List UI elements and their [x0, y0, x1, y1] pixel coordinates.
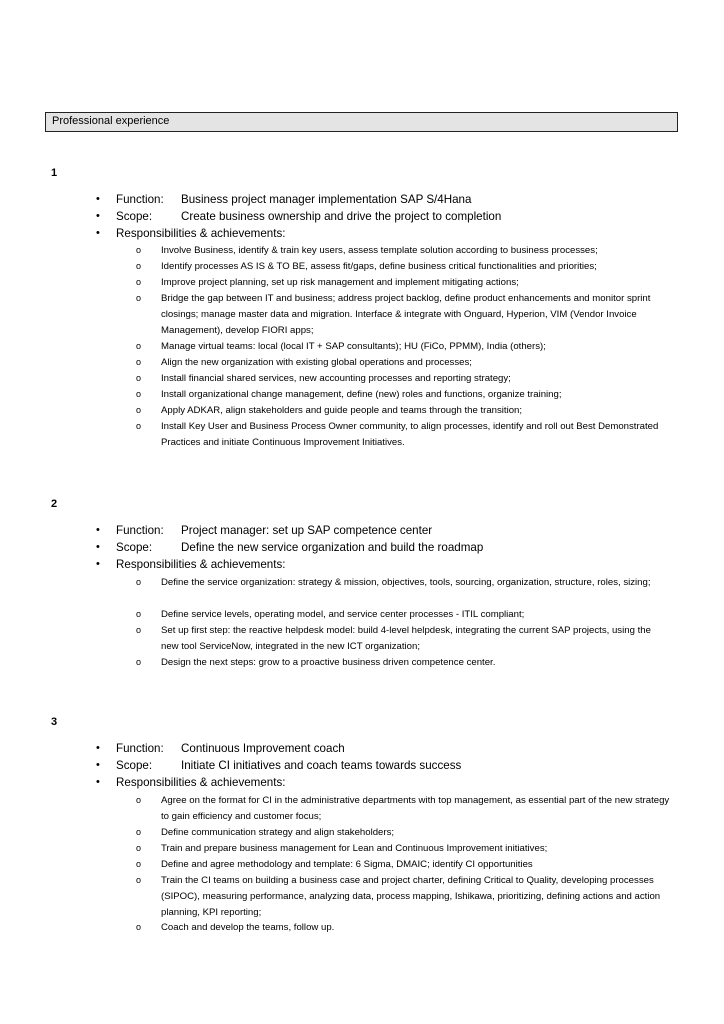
section-header-box — [45, 112, 678, 132]
bullet-icon: • — [96, 759, 100, 771]
circle-bullet-icon: o — [136, 875, 142, 885]
circle-bullet-icon: o — [136, 421, 142, 431]
circle-bullet-icon: o — [136, 657, 142, 667]
list-item-text: Involve Business, identify & train key users, assess template solution according to business processes; — [161, 245, 598, 256]
section-title: Professional experience — [52, 115, 170, 127]
circle-bullet-icon: o — [136, 277, 142, 287]
circle-bullet-icon: o — [136, 859, 142, 869]
circle-bullet-icon: o — [136, 341, 142, 351]
circle-bullet-icon: o — [136, 261, 142, 271]
scope-label: Scope: — [116, 759, 153, 772]
bullet-icon: • — [96, 227, 100, 239]
function-value: Business project manager implementation SAP S/4Hana — [181, 193, 472, 206]
bullet-icon: • — [96, 742, 100, 754]
circle-bullet-icon: o — [136, 293, 142, 303]
list-item-text: Install organizational change management, define (new) roles and functions, organize training; — [161, 389, 562, 400]
responsibilities-label: Responsibilities & achievements: — [116, 776, 286, 789]
circle-bullet-icon: o — [136, 625, 142, 635]
circle-bullet-icon: o — [136, 843, 142, 853]
circle-bullet-icon: o — [136, 922, 142, 932]
list-item-text: Coach and develop the teams, follow up. — [161, 922, 335, 933]
scope-label: Scope: — [116, 541, 153, 554]
circle-bullet-icon: o — [136, 389, 142, 399]
responsibilities-label: Responsibilities & achievements: — [116, 227, 286, 240]
bullet-icon: • — [96, 524, 100, 536]
function-value: Continuous Improvement coach — [181, 742, 345, 755]
scope-value: Initiate CI initiatives and coach teams towards success — [181, 759, 462, 772]
bullet-icon: • — [96, 558, 100, 570]
list-item-text: Manage virtual teams: local (local IT + SAP consultants); HU (FiCo, PPMM), India (others); — [161, 341, 546, 352]
list-item-text: Define and agree methodology and template: 6 Sigma, DMAIC; identify CI opportunities — [161, 859, 533, 870]
circle-bullet-icon: o — [136, 827, 142, 837]
list-item-text: Apply ADKAR, align stakeholders and guide people and teams through the transition; — [161, 405, 523, 416]
list-item-text: Train the CI teams on building a business case and project charter, defining Critical to Quality, developing processes (SIPOC), measuring performance, analyzing data, process mapping, Ishikawa, prioritizing, defining actions and action planning, KPI reporting; — [161, 875, 661, 918]
responsibilities-label: Responsibilities & achievements: — [116, 558, 286, 571]
function-label: Function: — [116, 742, 164, 755]
scope-value: Define the new service organization and build the roadmap — [181, 541, 484, 554]
list-item-text: Define communication strategy and align stakeholders; — [161, 827, 395, 838]
bullet-icon: • — [96, 776, 100, 788]
list-item-text: Align the new organization with existing global operations and processes; — [161, 357, 472, 368]
list-item-text: Identify processes AS IS & TO BE, assess fit/gaps, define business critical functionalities and priorities; — [161, 261, 597, 272]
list-item-text: Design the next steps: grow to a proactive business driven competence center. — [161, 657, 496, 668]
bullet-icon: • — [96, 193, 100, 205]
circle-bullet-icon: o — [136, 245, 142, 255]
list-item-text: Bridge the gap between IT and business; address project backlog, define product enhancements and monitor sprint closings; manage master data and migration. Interface & integrate with Onguard, Hyperion, VIM (Vendor Invoice Management), develop FIORI apps; — [161, 293, 651, 336]
function-label: Function: — [116, 193, 164, 206]
bullet-icon: • — [96, 541, 100, 553]
job-number: 3 — [51, 716, 58, 728]
list-item-text: Define the service organization: strategy & mission, objectives, tools, sourcing, organization, structure, roles, sizing; — [161, 577, 651, 588]
scope-label: Scope: — [116, 210, 153, 223]
job-number: 1 — [51, 167, 58, 179]
bullet-icon: • — [96, 210, 100, 222]
circle-bullet-icon: o — [136, 405, 142, 415]
circle-bullet-icon: o — [136, 609, 142, 619]
function-value: Project manager: set up SAP competence center — [181, 524, 433, 537]
job-number: 2 — [51, 498, 58, 510]
circle-bullet-icon: o — [136, 373, 142, 383]
list-item-text: Improve project planning, set up risk management and implement mitigating actions; — [161, 277, 519, 288]
circle-bullet-icon: o — [136, 357, 142, 367]
list-item-text: Set up first step: the reactive helpdesk model: build 4-level helpdesk, integrating the current SAP projects, using the new tool ServiceNow, integrated in the new ICT organization; — [161, 625, 651, 652]
list-item-text: Train and prepare business management for Lean and Continuous Improvement initiatives; — [161, 843, 548, 854]
circle-bullet-icon: o — [136, 795, 142, 805]
list-item-text: Install Key User and Business Process Owner community, to align processes, identify and roll out Best Demonstrated Practices and initiate Continuous Improvement Initiatives. — [161, 421, 659, 448]
circle-bullet-icon: o — [136, 577, 142, 587]
list-item-text: Install financial shared services, new accounting processes and reporting strategy; — [161, 373, 511, 384]
scope-value: Create business ownership and drive the project to completion — [181, 210, 502, 223]
function-label: Function: — [116, 524, 164, 537]
list-item-text: Agree on the format for CI in the administrative departments with top management, as essential part of the new strategy to gain efficiency and customer focus; — [161, 795, 670, 822]
list-item-text: Define service levels, operating model, and service center processes - ITIL compliant; — [161, 609, 525, 620]
